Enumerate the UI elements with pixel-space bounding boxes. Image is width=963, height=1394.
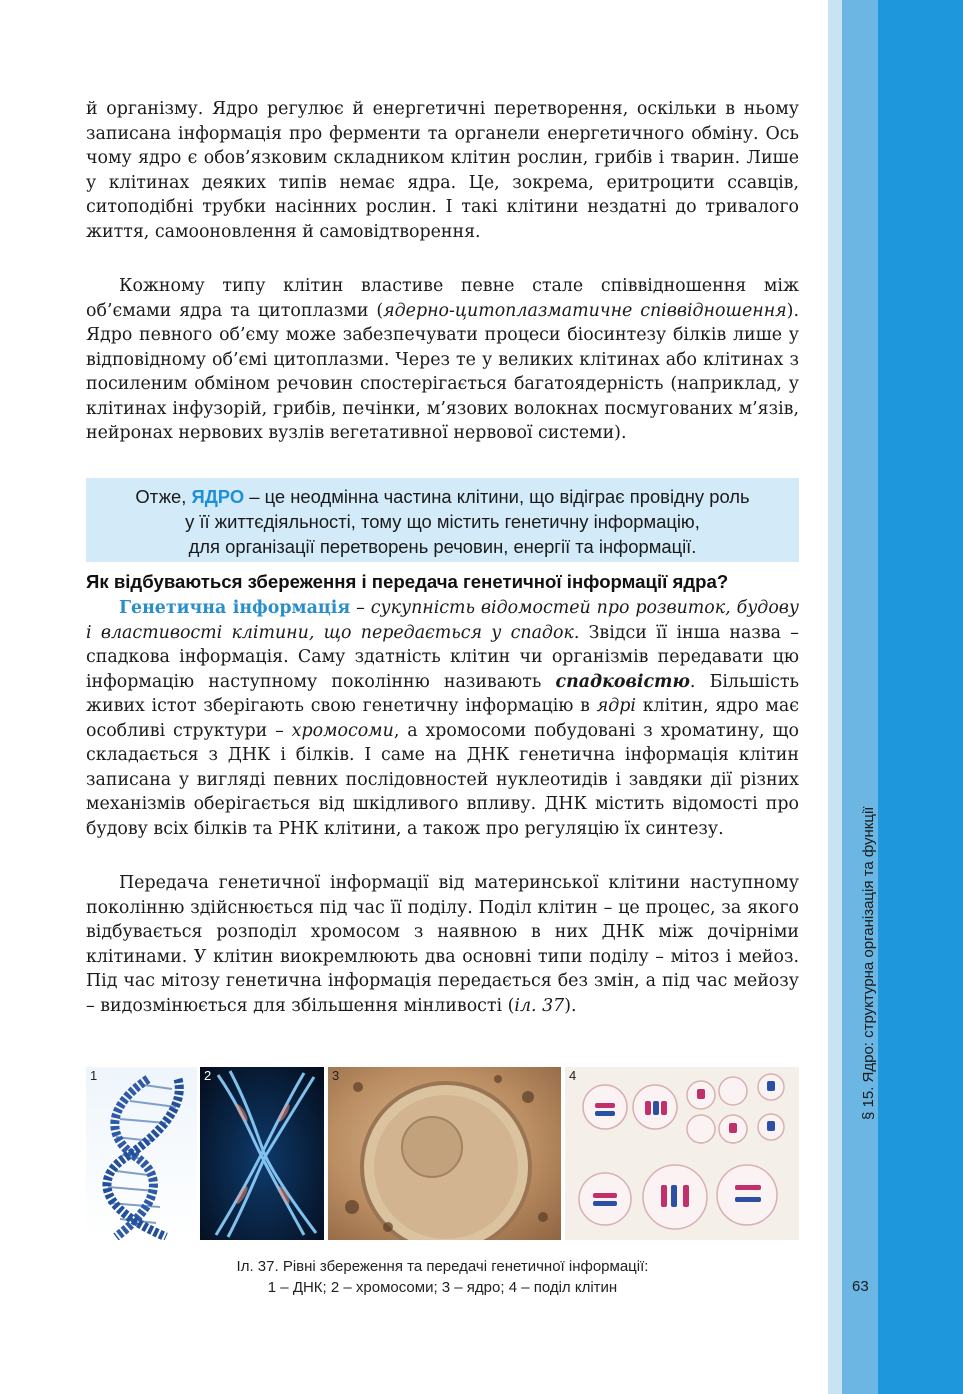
paragraph-text: й організму. Ядро регулює й енергетичні перетворення, оскільки в ньому записана інформація про ферменти та органели енергетичного обміну. Ось чому ядро є обов’язковим складником клітин рослин, грибів і тварин. Лише у клітинах деяких типів немає ядра. Це, зокрема, еритроцити ссавців, ситоподібні трубки насінних рослин. І такі клітини нездатні до тривалого життя, самооновлення й самовідтворення. [86, 99, 799, 242]
summary-lead: Отже, [135, 486, 192, 507]
italic-term: хромосоми [291, 720, 394, 741]
figure-label: 1 [90, 1068, 98, 1083]
text-span: . Більшість живих істот зберігають свою генетичну інформацію в [86, 671, 799, 716]
figure-cell-division [565, 1067, 799, 1240]
chromosome-illustration [200, 1067, 324, 1240]
sidebar-stripe-light [828, 0, 842, 1394]
caption-line-2: 1 – ДНК; 2 – хромосоми; 3 – ядро; 4 – поділ клітин [267, 1279, 618, 1296]
paragraph-nucleus-function [86, 97, 799, 244]
bold-term-heredity: спадковістю [555, 671, 690, 692]
section-heading: Як відбуваються збереження і передача генетичної інформації ядра? [86, 571, 729, 592]
italic-term: ядерно-цитоплазматичне співвідношення [383, 300, 787, 321]
caption-line-1: Іл. 37. Рівні збереження та передачі генетичної інформації: [236, 1258, 649, 1275]
figure-nucleus [328, 1067, 561, 1240]
paragraph-cell-division [86, 871, 799, 1018]
summary-line-3: для організації перетворень речовин, енергії та інформації. [188, 536, 697, 557]
figure-caption [86, 1256, 799, 1298]
text-span: , а хромосоми побудовані з хроматину, що складається з ДНК і білків. І саме на ДНК генетична інформація клітин записана у вигляді певних послідовностей нуклеотидів і завдяки дії різних механізмів оберігається від шкідливого впливу. ДНК містить відомості про будову всіх білків та РНК клітини, а також про регуляцію їх синтезу. [86, 720, 800, 839]
text-span: ). Ядро певного об’єму може забезпечувати процеси біосинтезу білків лише у відповідному об’ємі цитоплазми. Через те у великих клітинах або клітинах з посиленим обміном речовин спостерігається багатоядерність (наприклад, у клітинах інфузорій, грибів, печінки, м’язових волокнах посмугованих м’язів, нейронах нервових вузлів вегетативної нервової системи). [86, 300, 799, 443]
summary-line-2: у її життєдіяльності, тому що містить генетичну інформацію, [185, 511, 700, 532]
summary-rest: – це неодмінна частина клітини, що відіграє провідну роль [244, 486, 750, 507]
figure-chromosome [200, 1067, 324, 1240]
summary-line-1 [86, 484, 799, 509]
figure-reference: іл. 37 [514, 995, 565, 1016]
text-span: Передача генетичної інформації від материнської клітини наступному поколінню здійснюється під час її поділу. Поділ клітин – це процес, за якого відбувається розподіл хромосом з наявною в них ДНК між дочірніми клітинами. У клітин виокремлюють два основні типи поділу – мітоз і мейоз. Під час мітозу генетична інформація передається без змін, а під час мейозу – видозмінюється для збільшення мінливості ( [86, 873, 799, 1016]
italic-term: ядрі [596, 696, 636, 716]
text-span: Кожному типу клітин властиве певне стале співвідношення між об’ємами ядра та цитоплазми ( [86, 276, 799, 321]
paragraph-nucleus-cytoplasm-ratio [86, 274, 799, 446]
nucleus-illustration [328, 1067, 561, 1240]
figure-label: 3 [332, 1068, 340, 1083]
paragraph-genetic-information [86, 596, 799, 841]
text-span: ). [564, 995, 577, 1016]
text-span: . Звідси її інша назва – спадкова інформація. Саму здатність клітин чи організмів передавати цю інформацію наступному поколінню називають [86, 622, 799, 692]
text-span: клітин, ядро має особливі структури – [86, 696, 800, 741]
dna-helix-illustration [86, 1067, 197, 1240]
definition-text: сукупність відомостей про розвиток, будову і властивості клітини, що передається у спадок [86, 598, 799, 643]
term-genetic-information: Генетична інформація [119, 598, 351, 618]
figure-dna [86, 1067, 197, 1240]
figure-label: 4 [569, 1068, 577, 1083]
sidebar-band-dark [878, 0, 963, 1394]
page-number: 63 [852, 1278, 869, 1295]
section-title-vertical: § 15. Ядро: структурна організація та функції [860, 806, 877, 1120]
cell-division-illustration [565, 1067, 799, 1240]
summary-box [86, 478, 799, 562]
text-span: – [350, 598, 371, 618]
figure-label: 2 [204, 1068, 212, 1083]
summary-term: ЯДРО [191, 486, 245, 507]
